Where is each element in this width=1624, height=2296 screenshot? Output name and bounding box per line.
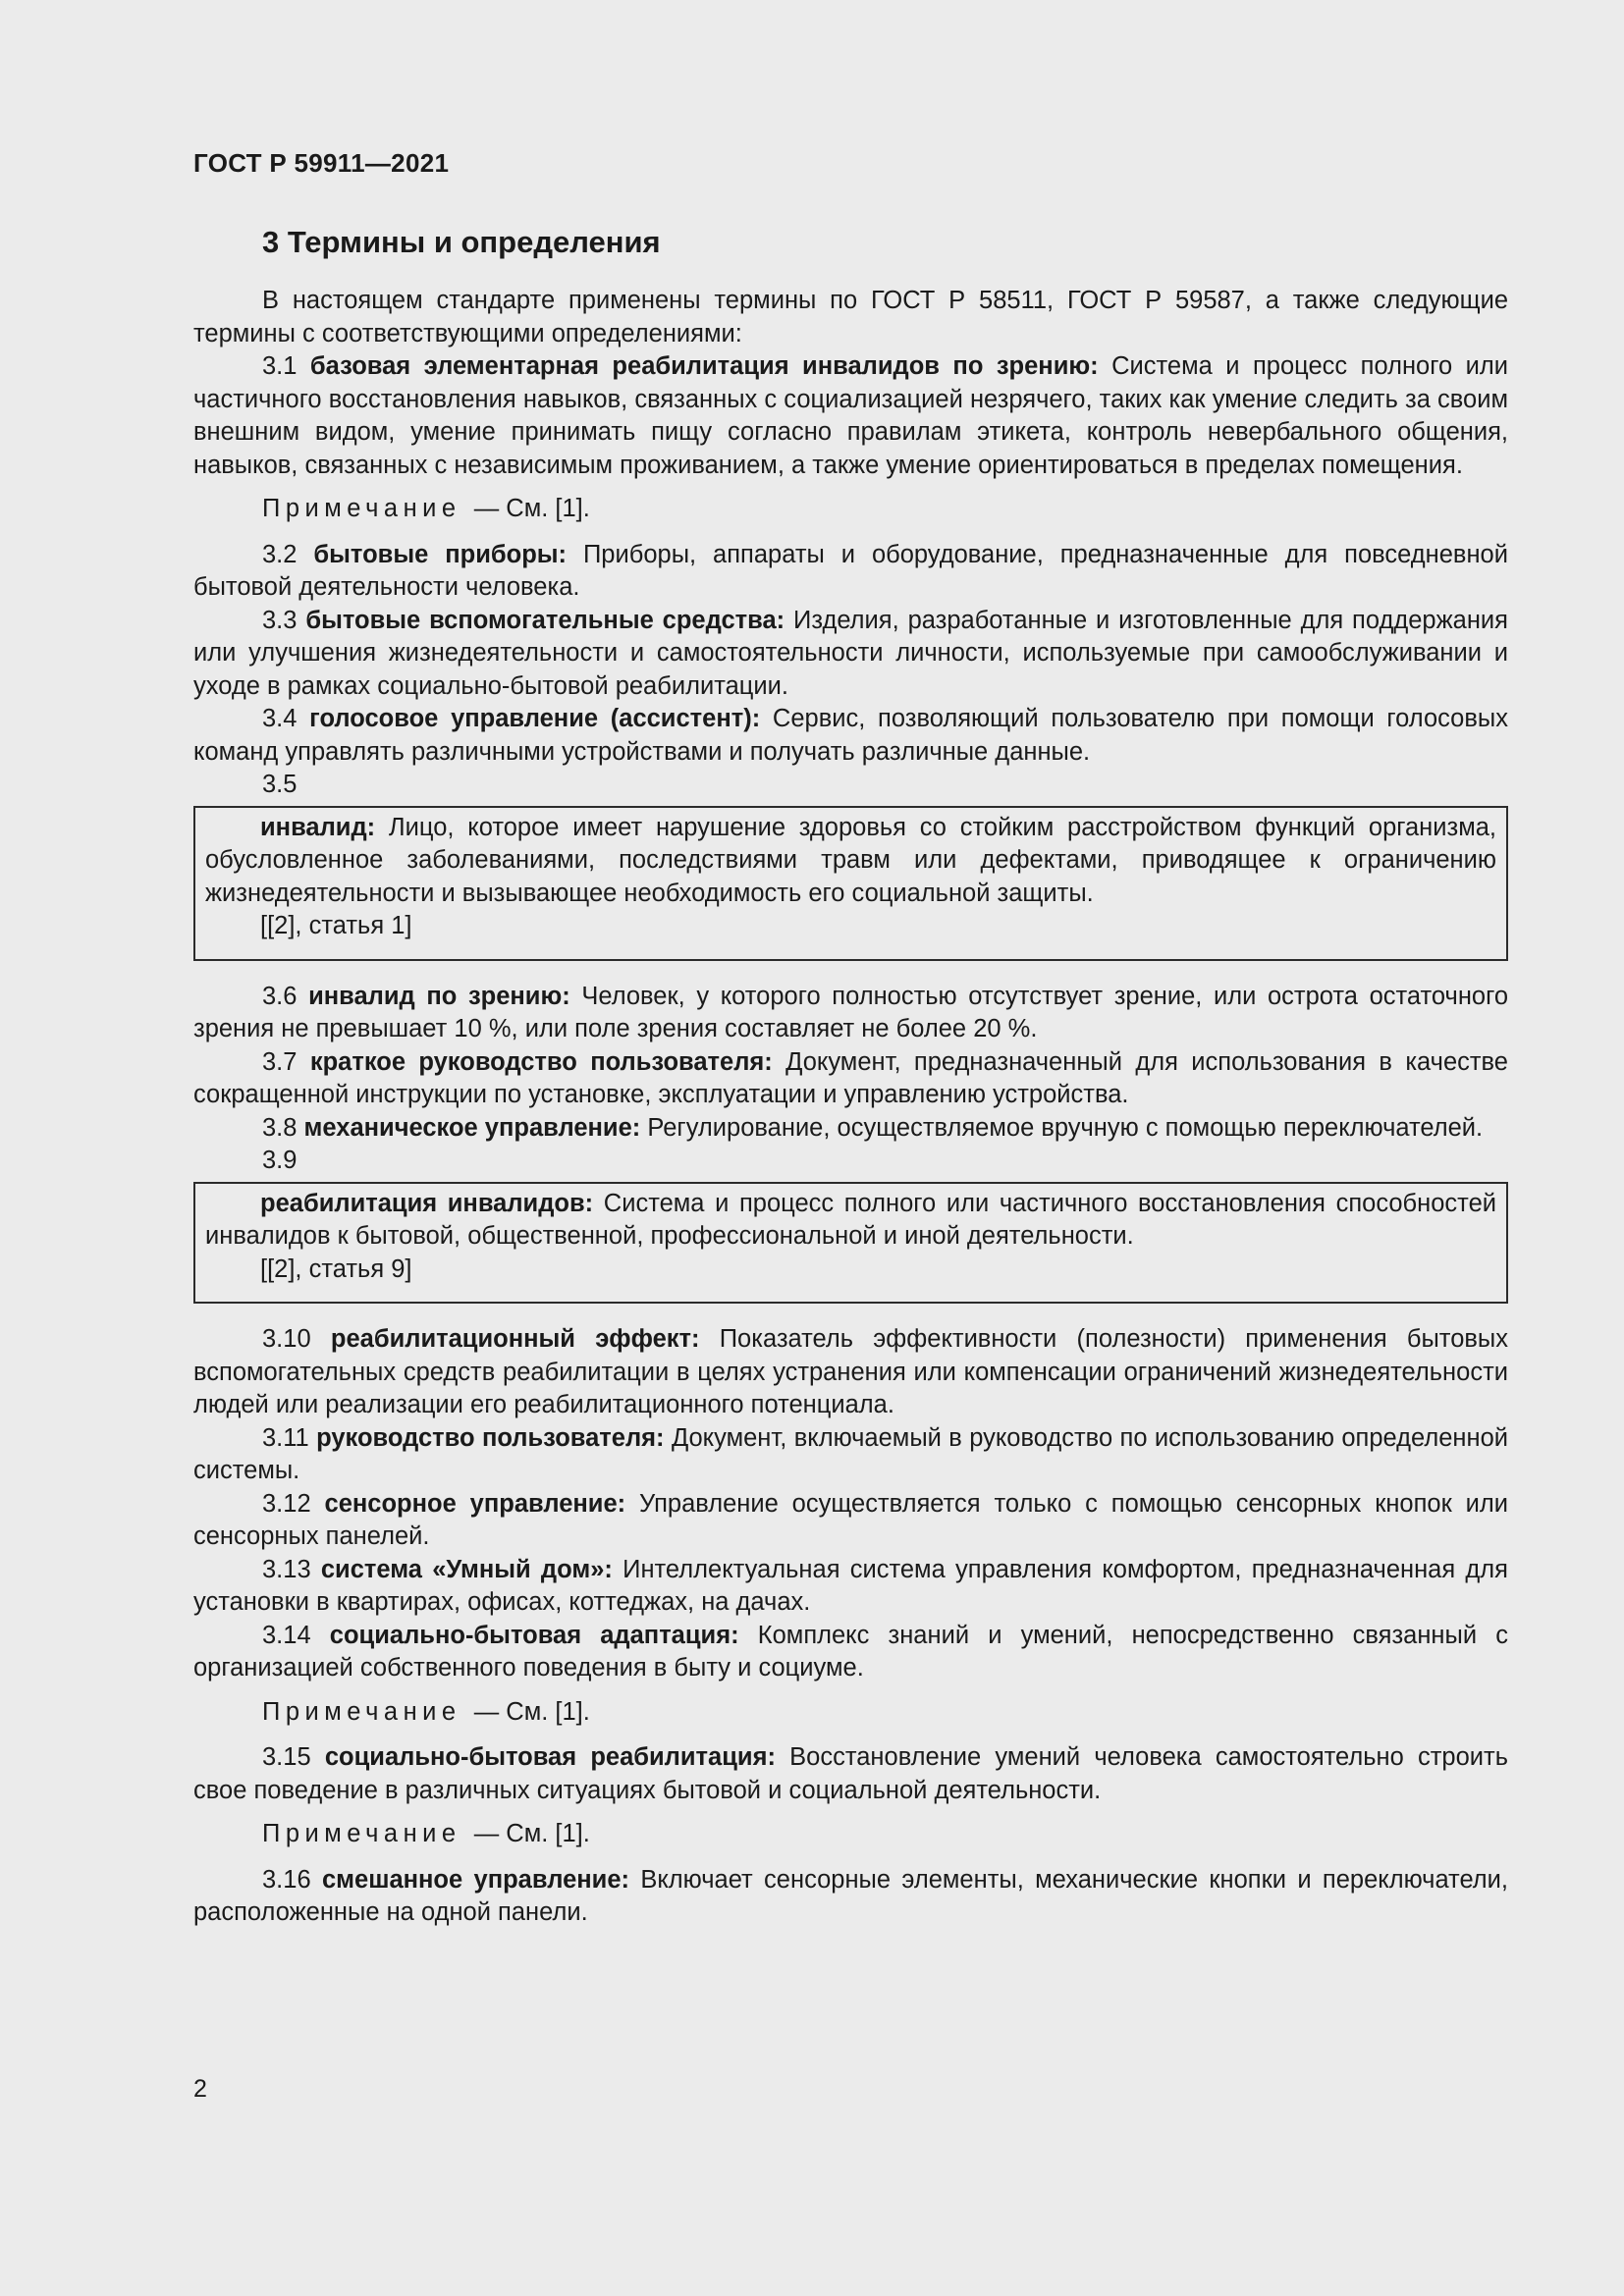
term-definition: Документ, предназначенный для использования в качестве сокращенной инструкции по установке, эксплуатации и управлению устройства. bbox=[193, 1047, 1508, 1108]
term-3-6 bbox=[193, 981, 1508, 1046]
term-name: система «Умный дом»: bbox=[320, 1555, 613, 1583]
term-definition: Система и процесс полного или частичного восстановления способностей инвалидов к бытовой, общественной, профессиональной и иной деятельности. bbox=[205, 1189, 1496, 1250]
term-definition: Интеллектуальная система управления комфортом, предназначенная для установки в квартирах, офисах, коттеджах, на дачах. bbox=[193, 1555, 1508, 1616]
term-3-12 bbox=[193, 1488, 1508, 1554]
term-number: 3.3 bbox=[262, 606, 306, 634]
term-number: 3.14 bbox=[262, 1621, 330, 1649]
term-3-3 bbox=[193, 605, 1508, 704]
term-3-7 bbox=[193, 1046, 1508, 1112]
term-3-4 bbox=[193, 703, 1508, 769]
term-number: 3.6 bbox=[262, 982, 309, 1010]
term-name: смешанное управление: bbox=[321, 1865, 630, 1894]
term-reference: [[2], статья 1] bbox=[260, 912, 412, 939]
term-3-9 bbox=[205, 1188, 1496, 1254]
term-3-5 bbox=[205, 812, 1496, 911]
term-number: 3.4 bbox=[262, 705, 310, 732]
term-3-1 bbox=[193, 350, 1508, 482]
term-number: 3.11 bbox=[262, 1423, 317, 1452]
term-3-14 bbox=[193, 1620, 1508, 1685]
term-name: инвалид: bbox=[260, 813, 376, 841]
term-number: 3.16 bbox=[262, 1865, 322, 1894]
term-name: социально-бытовая реабилитация: bbox=[324, 1743, 776, 1771]
term-number: 3.12 bbox=[262, 1489, 325, 1518]
note-3-15 bbox=[193, 1818, 1508, 1851]
term-3-5-number: 3.5 bbox=[262, 771, 298, 798]
section-intro: В настоящем стандарте применены термины по ГОСТ Р 58511, ГОСТ Р 59587, а также следующие термины с соответствующими определениями: bbox=[193, 287, 1508, 347]
term-3-10 bbox=[193, 1323, 1508, 1422]
term-definition: Документ, включаемый в руководство по использованию определенной системы. bbox=[193, 1423, 1509, 1484]
note-label: Примечание bbox=[262, 1697, 461, 1726]
term-3-15 bbox=[193, 1741, 1508, 1807]
document-body bbox=[193, 223, 1508, 1930]
term-3-2 bbox=[193, 539, 1508, 605]
term-number: 3.2 bbox=[262, 540, 314, 568]
term-name: реабилитационный эффект: bbox=[330, 1325, 700, 1353]
note-text: — См. [1]. bbox=[466, 495, 590, 522]
page-number: 2 bbox=[193, 2075, 207, 2103]
term-3-9-number: 3.9 bbox=[262, 1147, 298, 1174]
term-number: 3.7 bbox=[262, 1047, 310, 1076]
term-3-8 bbox=[193, 1112, 1508, 1146]
term-number: 3.13 bbox=[262, 1555, 321, 1583]
term-3-5-box bbox=[193, 806, 1508, 961]
term-name: реабилитация инвалидов: bbox=[260, 1189, 594, 1217]
term-definition: Приборы, аппараты и оборудование, предназначенные для повседневной бытовой деятельности человека. bbox=[193, 540, 1508, 601]
term-name: инвалид по зрению: bbox=[308, 982, 570, 1010]
term-number: 3.1 bbox=[262, 352, 310, 380]
term-name: голосовое управление (ассистент): bbox=[309, 705, 761, 732]
term-definition: Показатель эффективности (полезности) применения бытовых вспомогательных средств реабилитации в целях устранения или компенсации ограничений жизнедеятельности людей или реализации его реабилитационного потенциала. bbox=[193, 1325, 1509, 1418]
term-name: сенсорное управление: bbox=[324, 1489, 626, 1518]
term-definition: Управление осуществляется только с помощью сенсорных кнопок или сенсорных панелей. bbox=[193, 1489, 1509, 1550]
term-name: социально-бытовая адаптация: bbox=[329, 1621, 739, 1649]
term-definition: Комплекс знаний и умений, непосредственно связанный с организацией собственного поведения в быту и социуме. bbox=[193, 1621, 1508, 1682]
document-header: ГОСТ Р 59911—2021 bbox=[193, 148, 450, 178]
note-3-1 bbox=[193, 493, 1508, 526]
section-title: 3 Термины и определения bbox=[262, 225, 661, 259]
term-name: краткое руководство пользователя: bbox=[309, 1047, 773, 1076]
term-definition: Изделия, разработанные и изготовленные для поддержания или улучшения жизнедеятельности и самостоятельности личности, используемые при самообслуживании и уходе в рамках социально-бытовой реабилитации. bbox=[193, 606, 1508, 700]
term-name: бытовые приборы: bbox=[313, 540, 568, 568]
term-name: руководство пользователя: bbox=[316, 1423, 665, 1452]
term-definition: Восстановление умений человека самостоятельно строить свое поведение в различных ситуациях бытовой и социальной деятельности. bbox=[193, 1743, 1509, 1804]
term-3-13 bbox=[193, 1554, 1508, 1620]
term-3-9-box bbox=[193, 1182, 1508, 1305]
term-definition: Сервис, позволяющий пользователю при помощи голосовых команд управлять различными устройствами и получать различные данные. bbox=[193, 705, 1508, 766]
term-3-16 bbox=[193, 1864, 1508, 1930]
term-definition: Регулирование, осуществляемое вручную с помощью переключателей. bbox=[640, 1113, 1484, 1142]
note-text: — См. [1]. bbox=[466, 1697, 590, 1726]
term-name: бытовые вспомогательные средства: bbox=[305, 606, 785, 634]
term-number: 3.15 bbox=[262, 1743, 325, 1771]
term-reference: [[2], статья 9] bbox=[260, 1255, 412, 1283]
term-definition: Система и процесс полного или частичного восстановления навыков, связанных с социализацией незрячего, таких как умение следить за своим внешним видом, умение принимать пищу согласно правилам этикета, контроль невербального общения, навыков, связанных с независимым проживанием, а также умение ориентироваться в пределах помещения. bbox=[193, 352, 1508, 479]
note-label: Примечание bbox=[262, 1820, 461, 1847]
note-label: Примечание bbox=[262, 495, 461, 522]
note-text: — См. [1]. bbox=[466, 1820, 590, 1847]
note-3-14 bbox=[193, 1696, 1508, 1730]
term-definition: Человек, у которого полностью отсутствует зрение, или острота остаточного зрения не превышает 10 %, или поле зрения составляет не более 20 %. bbox=[193, 982, 1509, 1042]
term-name: механическое управление: bbox=[303, 1113, 641, 1142]
term-3-11 bbox=[193, 1422, 1508, 1488]
term-name: базовая элементарная реабилитация инвалидов по зрению: bbox=[309, 352, 1099, 380]
term-definition: Лицо, которое имеет нарушение здоровья со стойким расстройством функций организма, обусловленное заболеваниями, последствиями травм или дефектами, приводящее к ограничению жизнедеятельности и вызывающее необходимость его социальной защиты. bbox=[205, 813, 1496, 907]
term-number: 3.10 bbox=[262, 1325, 331, 1353]
term-number: 3.8 bbox=[262, 1113, 304, 1142]
term-definition: Включает сенсорные элементы, механические кнопки и переключатели, расположенные на одной панели. bbox=[193, 1865, 1508, 1926]
